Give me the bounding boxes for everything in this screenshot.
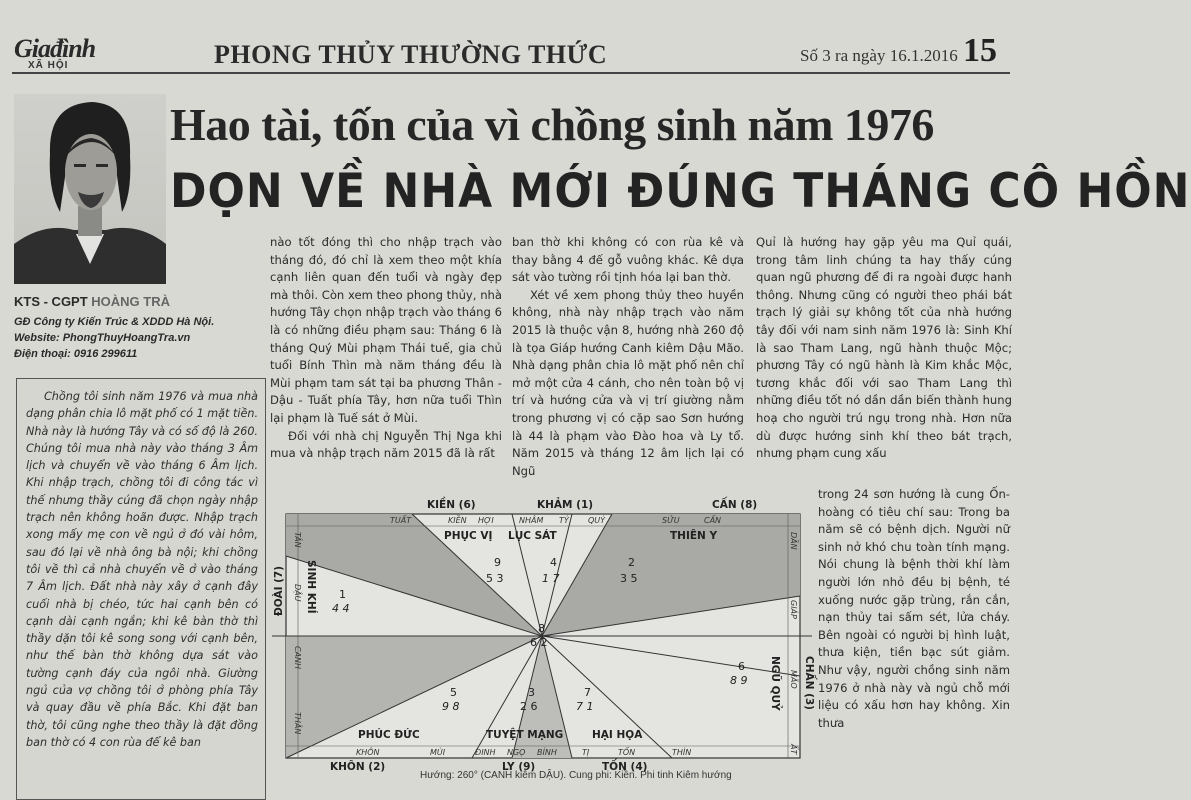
sector-sinh-khi: SINH KHÍ — [305, 560, 317, 614]
star-n-bottom: 1 7 — [542, 572, 560, 585]
mountain-label: MÃO — [789, 670, 798, 689]
paragraph: Xét về xem phong thủy theo huyền không, nhà này nhập trạch vào năm 2015 là thuộc vận 8, hướng nhà 260 độ là tọa Giáp hướng Canh kiêm Dậu Mão. Nhà dạng phân chia lô mặt phố nên chỉ mở một cửa 4 cánh, cho nên toàn bộ vị trí và hướng cửa và vị trí giường nằm trong phương vị có cặp sao Sơn hướng là 44 là phạm vào Đào hoa và Ly tổ. Năm 2015 và tháng 12 âm lịch lại có Ngũ — [512, 287, 744, 478]
trigram-khon: KHÔN (2) — [330, 761, 386, 773]
article-column-2 — [512, 234, 744, 480]
author-name: HOÀNG TRÀ — [91, 294, 170, 309]
author-role: KTS - CGPT — [14, 294, 92, 309]
author-byline — [14, 294, 170, 309]
star-s-top: 3 — [528, 686, 535, 699]
star-nw-top: 9 — [494, 556, 501, 569]
reader-letter-body: Chồng tôi sinh năm 1976 và mua nhà dạng phân chia lô mặt phố có 1 mặt tiền. Nhà này là hướng Tây và có số độ là 260. Chúng tôi mua nhà này vào tháng 3 Âm lịch và chuyển về vào tháng 6 Âm lịch. Khi nhập trạch, chồng tôi đi công tác vì thế nhưng thầy cúng đã chọn ngày nhập trạch nên không hoãn được. Nhập trạch xong mấy mẹ con về ngủ ở đó vài hôm, sau đó lại về nhà ông bà nội; khi chồng tôi về thì cả nhà chuyển về ở vào tháng 7 Âm lịch. Đất nhà này xây ở cạnh đây cuối nhà bị chéo, tức hai cạnh bên có cạnh dài cạnh ngắn; khi kê bàn thờ thì thầy dặn tôi kê song song với cạnh bên, như thế bàn thờ không dựa sát vào tường cạnh đáy của ngôi nhà. Giường ngủ của vợ chồng tôi ở phòng phía Tây và quay đầu về phía Bắc. Khi đặt ban thờ, tôi cũng nghe theo thầy là đặt đồng ban thờ có 4 con rùa để kê ban — [26, 390, 258, 749]
page-number: 15 — [963, 32, 997, 69]
header-rule — [12, 72, 1010, 74]
author-company: GĐ Công ty Kiến Trúc & XDDD Hà Nội. — [14, 316, 215, 328]
mountain-label: TÂN — [293, 532, 302, 548]
article-column-1 — [270, 234, 502, 463]
star-ne-top: 2 — [628, 556, 635, 569]
reader-letter-text — [26, 388, 258, 751]
star-s-bottom: 2 6 — [520, 700, 538, 713]
sector-hai-hoa: HẠI HỌA — [592, 729, 643, 741]
mountain-label: CANH — [293, 646, 302, 670]
author-photo — [14, 94, 166, 284]
mountain-label: KHÔN — [356, 748, 380, 757]
trigram-ton: TỐN (4) — [602, 761, 648, 773]
mountain-label: ẤT — [789, 744, 798, 755]
diagram-caption: Hướng: 260° (CANH kiêm DẬU). Cung phi: Kiền. Phi tinh Kiêm hướng — [420, 770, 732, 781]
mountain-label: THÂN — [293, 712, 302, 735]
star-se-top: 7 — [584, 686, 591, 699]
sector-tuyet-mang: TUYỆT MẠNG — [486, 729, 564, 741]
diagram-svg — [272, 496, 815, 776]
star-e-top: 6 — [738, 660, 745, 673]
author-phone: Điện thoại: 0916 299611 — [14, 348, 138, 360]
sector-thien-y: THIÊN Y — [670, 530, 718, 542]
sector-luc-sat: LỤC SÁT — [508, 530, 557, 542]
sector-phuc-vi: PHỤC VỊ — [444, 530, 493, 542]
sector-phuc-duc: PHÚC ĐỨC — [358, 729, 420, 741]
mountain-label: DẬU — [293, 584, 302, 602]
star-center-bottom: 6 2 — [530, 636, 548, 649]
sector-ngu-quy: NGŨ QUỶ — [769, 656, 781, 711]
mountain-label: TUẤT — [390, 516, 412, 525]
headline-main: Hao tài, tốn của vì chồng sinh năm 1976 — [170, 99, 934, 150]
trigram-ly: LY (9) — [502, 761, 536, 773]
masthead-logo: Giađình — [14, 34, 96, 63]
star-w-top: 1 — [339, 588, 346, 601]
star-ne-bottom: 3 5 — [620, 572, 638, 585]
article-column-3 — [756, 234, 1012, 463]
mountain-label: NGỌ — [507, 748, 526, 757]
mountain-label: CẤN — [704, 516, 722, 525]
star-n-top: 4 — [550, 556, 557, 569]
masthead-logo-sub: XÃ HỘI — [28, 60, 69, 71]
star-e-bottom: 8 9 — [730, 674, 748, 687]
mountain-label: ĐINH — [475, 748, 496, 757]
paragraph: trong 24 sơn hướng là cung Ốn-hoàng có tiêu chí sau: Trong ba năm sẽ có bệnh dịch. Người nữ sinh nở khó chu toàn tính mạng. Nói chung là bệnh thời khí làm người lớn nhỏ đều bị bệnh, té xuống nước gặp trùng, rắn cắn, nạn thủy tai sấm sét, lửa cháy. Bên ngoài có người bị hình luật, thưa kiện, tiền bạc sút giảm. Như vậy, người chồng sinh năm 1976 ở nhà này và ngủ chỗ mới liệu có xấu hơn hay không. Xin thưa — [818, 487, 1010, 730]
mountain-label: KIỀN — [448, 516, 467, 525]
section-title: PHONG THỦY THƯỜNG THỨC — [214, 40, 608, 69]
star-se-bottom: 7 1 — [576, 700, 594, 713]
mountain-label: TỐN — [618, 748, 636, 757]
trigram-kien: KIỀN (6) — [427, 499, 476, 511]
mountain-label: DẦN — [789, 532, 798, 550]
paragraph: nào tốt đóng thì cho nhập trạch vào tháng đó, đó chỉ là xem theo một khía cạnh liên quan đến tuổi và ngày đẹp mà thôi. Còn xem theo phong thủy, nhà hướng Tây chọn nhập trạch vào tháng 6 là có những điều phạm sau: Tháng 6 là tháng Quý Mùi phạm Thái tuế, gia chủ tuổi Bính Thìn mà năm tháng đều là Mùi phạm tam sát tại ba phương Thân - Dậu - Tuất phía Tây, hơn nữa tuổi Thìn lại phạm là Tuế sát ở Mùi. — [270, 235, 502, 425]
mountain-label: QUÝ — [588, 516, 606, 525]
mountain-label: TỊ — [582, 748, 590, 757]
mountain-label: BÍNH — [537, 748, 557, 757]
star-sw-bottom: 9 8 — [442, 700, 460, 713]
star-w-bottom: 4 4 — [332, 602, 350, 615]
headline-sub: DỌN VỀ NHÀ MỚI ĐÚNG THÁNG CÔ HỒN — [170, 164, 1191, 220]
star-sw-top: 5 — [450, 686, 457, 699]
mountain-label: MÙI — [430, 748, 446, 757]
mountain-label: NHÂM — [519, 516, 544, 525]
mountain-label: GIÁP — [789, 600, 798, 619]
trigram-doai: ĐOÀI (7) — [273, 565, 285, 616]
trigram-kham: KHẢM (1) — [537, 499, 594, 511]
trigram-can: CẤN (8) — [712, 499, 758, 511]
mountain-label: THÌN — [672, 748, 692, 757]
star-nw-bottom: 5 3 — [486, 572, 504, 585]
trigram-chan: CHẤN (3) — [803, 656, 815, 710]
article-column-3-continued — [818, 486, 1010, 732]
issue-date: Số 3 ra ngày 16.1.2016 — [800, 46, 958, 65]
mountain-label: SỬU — [662, 516, 680, 525]
mountain-label: HỢI — [478, 516, 494, 525]
paragraph: ban thờ khi không có con rùa kê và thay bằng 4 đế gỗ vuông khác. Kê dựa sát vào tường rồi tịnh hóa lại ban thờ. — [512, 235, 744, 285]
feng-shui-diagram — [272, 496, 815, 776]
author-website: Website: PhongThuyHoangTra.vn — [14, 332, 191, 344]
paragraph: Quỉ là hướng hay gặp yêu ma Quỉ quái, trong tâm linh chúng ta hay thấy cúng quan ngũ phương để đi ra ngoài được hanh thông. Nhưng cũng có người theo phái bát trạch lý giải sự không tốt của nhà hướng tây đối với nam sinh năm 1976 là: Sinh Khí là sao Tham Lang, ngũ hành thuộc Mộc; phương Tây có ngũ hành là Kim khắc Mộc, tương khắc đối với sao Tham Lang thì những điều tốt nó dần dần biến thành hung hoạ cho người trú ngụ trong nhà. Hơn nữa dù được hướng sinh khí theo bát trạch, nhưng phạm cung xấu — [756, 235, 1012, 461]
star-center-top: 8 — [538, 622, 545, 635]
mountain-label: TÝ — [559, 516, 569, 525]
paragraph: Đối với nhà chị Nguyễn Thị Nga khi mua và nhập trạch năm 2015 đã là rất — [270, 428, 502, 461]
